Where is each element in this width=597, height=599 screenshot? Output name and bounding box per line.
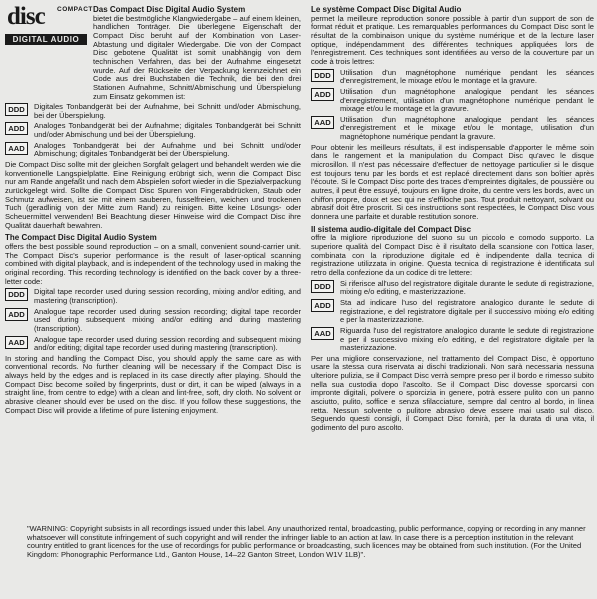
german-care-text: Die Compact Disc sollte mit der gleichen Sorgfalt gelagert und behandelt werden wie die konventionelle Langspielplatte. Eine Reinigung erübrigt sich, wenn die Compact Disc nur am Rande angefaßt und nach dem Abspielen sofort wieder in die Spezialverpackung zurückgelegt wird. Sollte die Compact Disc Spuren von Fingerabdrücken, Staub oder Schmutz aufweisen, ist sie mit einem sauberen, fusselfreien, weichen und trockenen Tuch (geradlinig von der Mitte zum Rand) zu reinigen. Bitte keine Lösungs- oder Scheuermittel verwenden! Bei Beachtung dieser Hinweise wird die Compact Disc ihre Qualität dauerhaft bewahren.	[5, 160, 301, 230]
german-intro: bietet die bestmögliche Klangwiedergabe – auf einem kleinen, handlichen Tonträger. Die überlegene Eigenschaft der Compact Disc beruht auf der Kombination von Laser-Abtastung und digitaler Wiedergabe. Die von der Compact Disc gebotene Qualität ist somit unabhängig von dem technischen Verfahren, das bei der Aufnahme eingesetzt wurde. Auf der Rückseite der Verpackung kennzeichnet ein Code aus drei Buchstaben die Technik, die bei den drei Stationen Aufnahme, Schnitt/Abmischung und Überspielung zum Einsatz gekommen ist:	[93, 13, 301, 101]
german-code-row	[5, 103, 301, 120]
french-care-text: Pour obtenir les meilleurs résultats, il est indispensable d'apporter le même soin dans le rangement et la manipulation du Compact Disc qu'avec le disque microsillon. Il n'est pas nécessaire d'effectuer de nettoyage particulier si le disque est toujours tenu par les bords et est replacé directement dans son boîtier après l'écoute. Si le Compact Disc porte des traces d'empreintes digitales, de poussière ou autres, il peut être essuyé, toujours en ligne droite, du centre vers les bords, avec un chiffon propre, doux et sec qui ne s'effiloche pas. Tout produit nettoyant, solvant ou abrasif doit être proscrit. Si ces instructions sont respectées, le Compact Disc vous donnera une parfaite et durable restitution sonore.	[311, 142, 594, 222]
french-code-row	[311, 69, 594, 86]
code-badge: AAD	[311, 116, 334, 129]
german-code-row	[5, 142, 301, 159]
italian-code-row	[311, 327, 594, 353]
logo-compact-label: COMPACT	[57, 6, 93, 13]
copyright-warning	[27, 525, 592, 560]
right-column	[311, 5, 594, 433]
code-badge: ADD	[5, 122, 28, 135]
italian-intro: offre la migliore riproduzione del suono su un piccolo e comodo supporto. La superiore qualità del Compact Disc è il risultato della scansione con l'ottica laser, combinata con la riproduzione digitale ed è indipendente dalla tecnica di registrazione utilizzata in origine. Questa tecnica di registrazione è identificata sul retro della confezione da un codice di tre lettere:	[311, 233, 594, 277]
english-intro: offers the best possible sound reproduction – on a small, convenient sound-carrier unit. The Compact Disc's superior performance is the result of laser-optical scanning combined with digital playback, and is independent of the technology used in making the original recording. This recording technology is identified on the back cover by a three-letter code:	[5, 241, 301, 286]
code-description: Utilisation d'un magnétophone numérique pendant les séances d'enregistrement, le mixage et/ou le montage et la gravure.	[340, 67, 594, 86]
code-badge: AAD	[311, 327, 334, 340]
french-title: Le système Compact Disc Digital Audio	[311, 5, 462, 14]
code-description: Utilisation d'un magnétophone analogique pendant les séances d'enregistrement et le mixage et/ou le montage, utilisation d'un magnétophone numérique pendant la gravure.	[340, 114, 594, 142]
italian-code-row	[311, 299, 594, 325]
left-column	[5, 5, 301, 415]
code-badge: AAD	[5, 142, 28, 155]
code-description: Digitales Tonbandgerät bei der Aufnahme, bei Schnitt und/oder Abmischung, bei der Überspielung.	[34, 102, 301, 120]
english-care-text: In storing and handling the Compact Disc, you should apply the same care as with conventional records. No further cleaning will be necessary if the Compact Disc is always held by the edges and is replaced in its case directly after playing. Should the Compact Disc become soiled by fingerprints, dust or dirt, it can be wiped (always in a straight line, from centre to edge) with a clean and lint-free, soft, dry cloth. No solvent or abrasive cleaner should ever be used on the disc. If you follow these suggestions, the Compact Disc will provide a lifetime of pure listening enjoyment.	[5, 353, 301, 415]
code-badge: ADD	[5, 308, 28, 321]
code-description: Analogue tape recorder used during session recording; digital tape recorder used during subsequent mixing and/or editing and during mastering (transcription).	[34, 306, 301, 333]
code-description: Analoges Tonbandgerät bei der Aufnahme und bei Schnitt und/oder Abmischung; digitales Tonbandgerät bei der Überspielung.	[34, 140, 301, 159]
german-title: Das Compact Disc Digital Audio System	[93, 5, 246, 14]
warning-text: "WARNING: Copyright subsists in all recordings issued under this label. Any unauthorized rental, broadcasting, public performance, copying or recording in any manner whatsoever will constitute infringement of such copyright and will render the infringer liable to an action at law. In case there is a perception institution in the relevant country entitled to grant licences for the use of recordings for public performance or broadcasting, such licences may be obtained from such institution. (For the United Kingdom: Phonographic Performance Ltd., Ganton House, 14–22 Ganton Street, London W1V 1LB)".	[27, 524, 586, 559]
code-badge: DDD	[5, 103, 28, 116]
code-description: Analogue tape recorder used during session recording and subsequent mixing and/or editing; digital tape recorder used during mastering (transcription).	[34, 334, 301, 353]
english-code-row	[5, 288, 301, 305]
code-description: Si riferisce all'uso del registratore digitale durante le sedute di registrazione, mixing e/o editing, e masterizzazione.	[340, 278, 594, 297]
code-badge: DDD	[5, 288, 28, 301]
code-badge: ADD	[311, 88, 334, 101]
italian-title: Il sistema audio-digitale del Compact Disc	[311, 224, 472, 234]
code-description: Digital tape recorder used during session recording, mixing and/or editing, and mastering (transcription).	[34, 287, 301, 305]
code-badge: ADD	[311, 299, 334, 312]
german-code-row	[5, 122, 301, 139]
french-code-row	[311, 88, 594, 114]
code-badge: DDD	[311, 280, 334, 293]
code-description: Analoges Tonbandgerät bei der Aufnahme; digitales Tonbandgerät bei Schnitt und/oder Abmischung und bei der Überspielung.	[34, 121, 301, 140]
code-description: Sta ad indicare l'uso del registratore analogico durante le sedute di registrazione, e del registratore digitale per il successivo mixing e/o editing e per la masterizzazione.	[340, 297, 594, 325]
italian-care-text: Per una migliore conservazione, nel trattamento del Compact Disc, è opportuno usare la stessa cura riservata ai dischi tradizionali. Non sarà necessaria nessuna ulteriore pulizia, se il Compact Disc verrà sempre preso per il bordo e rimesso subito nella sua custodia dopo l'ascolto. Se il Compact Disc dovesse sporcarsi con impronte digitali, polvere o sporcizia in genere, potrà essere pulito con un panno asciutto, pulito, soffice e senza sfilacciature, sempre dal centro al bordo, in linea retta. Nessun solvente o pulitore abrasivo deve essere mai usato sul disco. Seguendo questi consigli, il Compact Disc fornirà, per la durata di una vita, il godimento del puro ascolto.	[311, 353, 594, 433]
english-code-row	[5, 308, 301, 334]
logo-digital-audio-label: DIGITAL AUDIO	[5, 34, 87, 45]
english-title: The Compact Disc Digital Audio System	[5, 233, 157, 243]
english-code-row	[5, 336, 301, 353]
code-description: Riguarda l'uso del registratore analogico durante le sedute di registrazione e per il successivo mixing e/o editing, e del registratore digitale per la masterizzazione.	[340, 325, 594, 353]
code-badge: AAD	[5, 336, 28, 349]
code-badge: DDD	[311, 69, 334, 82]
french-code-row	[311, 116, 594, 142]
logo-disc-word: disc	[7, 3, 45, 30]
italian-code-row	[311, 280, 594, 297]
french-intro: permet la meilleure reproduction sonore possible à partir d'un support de son de format réduit et pratique. Les remarquables performances du Compact Disc sont le résultat de la combinaison unique du système numérique et de la lecture laser optique, indépendamment des différentes techniques appliquées lors de l'enregistrement. Ces techniques sont identifiées au verso de la couverture par un code à trois lettres:	[311, 13, 594, 66]
code-description: Utilisation d'un magnétophone analogique pendant les séances d'enregistrement, utilisation d'un magnétophone numérique pendant le mixage et/ou le montage et la gravure.	[340, 86, 594, 114]
